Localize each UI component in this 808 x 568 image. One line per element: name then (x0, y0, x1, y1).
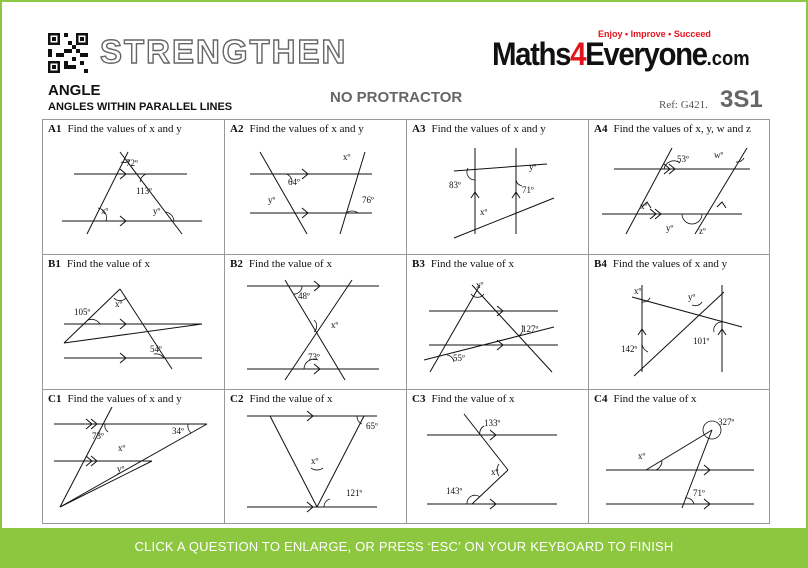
svg-text:54º: 54º (150, 344, 162, 354)
logo-part-maths: Maths (492, 36, 571, 72)
svg-text:xº: xº (634, 286, 642, 296)
svg-text:xº: xº (331, 320, 339, 330)
question-C2[interactable]: C2 Find the value of x (230, 393, 333, 405)
svg-text:71º: 71º (693, 488, 705, 498)
question-A3[interactable]: A3 Find the values of x and y (412, 123, 546, 135)
svg-text:yº: yº (666, 223, 674, 233)
svg-text:64º: 64º (288, 177, 300, 187)
diagram-A4[interactable] (602, 148, 750, 236)
logo-part-com: .com (706, 48, 750, 70)
svg-text:wº: wº (714, 150, 724, 160)
diagram-B2[interactable] (247, 280, 379, 380)
svg-text:yº: yº (153, 206, 161, 216)
svg-text:xº: xº (638, 451, 646, 461)
svg-text:65º: 65º (366, 421, 378, 431)
diagram-B3[interactable] (424, 280, 558, 372)
svg-text:xº: xº (311, 456, 319, 466)
question-C4[interactable]: C4 Find the value of x (594, 393, 697, 405)
svg-text:53º: 53º (677, 154, 689, 164)
question-A4[interactable]: A4 Find the values of x, y, w and z (594, 123, 751, 135)
diagram-B4[interactable] (621, 285, 742, 376)
diagram-A3[interactable] (449, 148, 554, 238)
diagram-A1[interactable] (62, 152, 202, 234)
svg-text:73º: 73º (92, 431, 104, 441)
diagram-C4[interactable] (606, 417, 754, 509)
svg-text:142º: 142º (621, 344, 638, 354)
subtopic-heading: ANGLES WITHIN PARALLEL LINES (48, 101, 233, 113)
diagram-B1[interactable] (64, 289, 202, 369)
svg-text:xº: xº (640, 201, 648, 211)
svg-text:xº: xº (115, 299, 123, 309)
logo-part-four: 4 (570, 36, 586, 72)
question-C3[interactable]: C3 Find the value of x (412, 393, 515, 405)
svg-text:xº: xº (476, 280, 484, 290)
svg-text:105º: 105º (74, 307, 91, 317)
worksheet-code: 3S1 (720, 86, 763, 113)
diagram-C3[interactable] (427, 414, 557, 509)
svg-text:327º: 327º (718, 417, 735, 427)
topic-heading: ANGLE (48, 82, 101, 99)
footer-banner (0, 528, 808, 568)
diagram-C2[interactable] (247, 411, 378, 512)
question-B1[interactable]: B1 Find the value of x (48, 258, 150, 270)
svg-text:xº: xº (491, 467, 499, 477)
svg-text:143º: 143º (446, 486, 463, 496)
svg-text:zº: zº (699, 226, 706, 236)
svg-text:101º: 101º (693, 336, 710, 346)
question-B3[interactable]: B3 Find the value of x (412, 258, 514, 270)
svg-text:48º: 48º (298, 291, 310, 301)
question-A1[interactable]: A1 Find the values of x and y (48, 123, 182, 135)
svg-text:34º: 34º (172, 426, 184, 436)
svg-text:yº: yº (529, 162, 537, 172)
diagram-A2[interactable] (250, 152, 374, 234)
svg-text:xº: xº (101, 206, 109, 216)
question-B4[interactable]: B4 Find the values of x and y (594, 258, 728, 270)
svg-text:121º: 121º (346, 488, 363, 498)
svg-text:55º: 55º (453, 353, 465, 363)
question-A2[interactable]: A2 Find the values of x and y (230, 123, 364, 135)
geometry-diagrams (2, 2, 808, 568)
svg-text:xº: xº (480, 207, 488, 217)
svg-text:133º: 133º (484, 418, 501, 428)
svg-text:83º: 83º (449, 180, 461, 190)
svg-text:yº: yº (268, 195, 276, 205)
svg-text:73º: 73º (308, 352, 320, 362)
worksheet-title: STRENGTHEN (100, 33, 348, 70)
svg-text:yº: yº (688, 292, 696, 302)
svg-text:xº: xº (343, 152, 351, 162)
diagram-C1[interactable] (54, 407, 207, 507)
logo-part-everyone: Everyone (585, 36, 707, 72)
footer-instruction: CLICK A QUESTION TO ENLARGE, OR PRESS ‘ESC’ ON YOUR KEYBOARD TO FINISH (134, 539, 674, 554)
reference-code: Ref: G421. (659, 99, 708, 111)
logo-tagline: Enjoy • Improve • Succeed (598, 29, 711, 39)
svg-text:72º: 72º (126, 158, 138, 168)
svg-text:113º: 113º (136, 186, 152, 196)
no-protractor-note: NO PROTRACTOR (330, 89, 463, 106)
question-C1[interactable]: C1 Find the values of x and y (48, 393, 182, 405)
svg-text:xº: xº (118, 443, 126, 453)
question-B2[interactable]: B2 Find the value of x (230, 258, 332, 270)
svg-text:127º: 127º (522, 324, 539, 334)
svg-text:76º: 76º (362, 195, 374, 205)
svg-text:yº: yº (117, 464, 125, 474)
svg-text:71º: 71º (522, 185, 534, 195)
